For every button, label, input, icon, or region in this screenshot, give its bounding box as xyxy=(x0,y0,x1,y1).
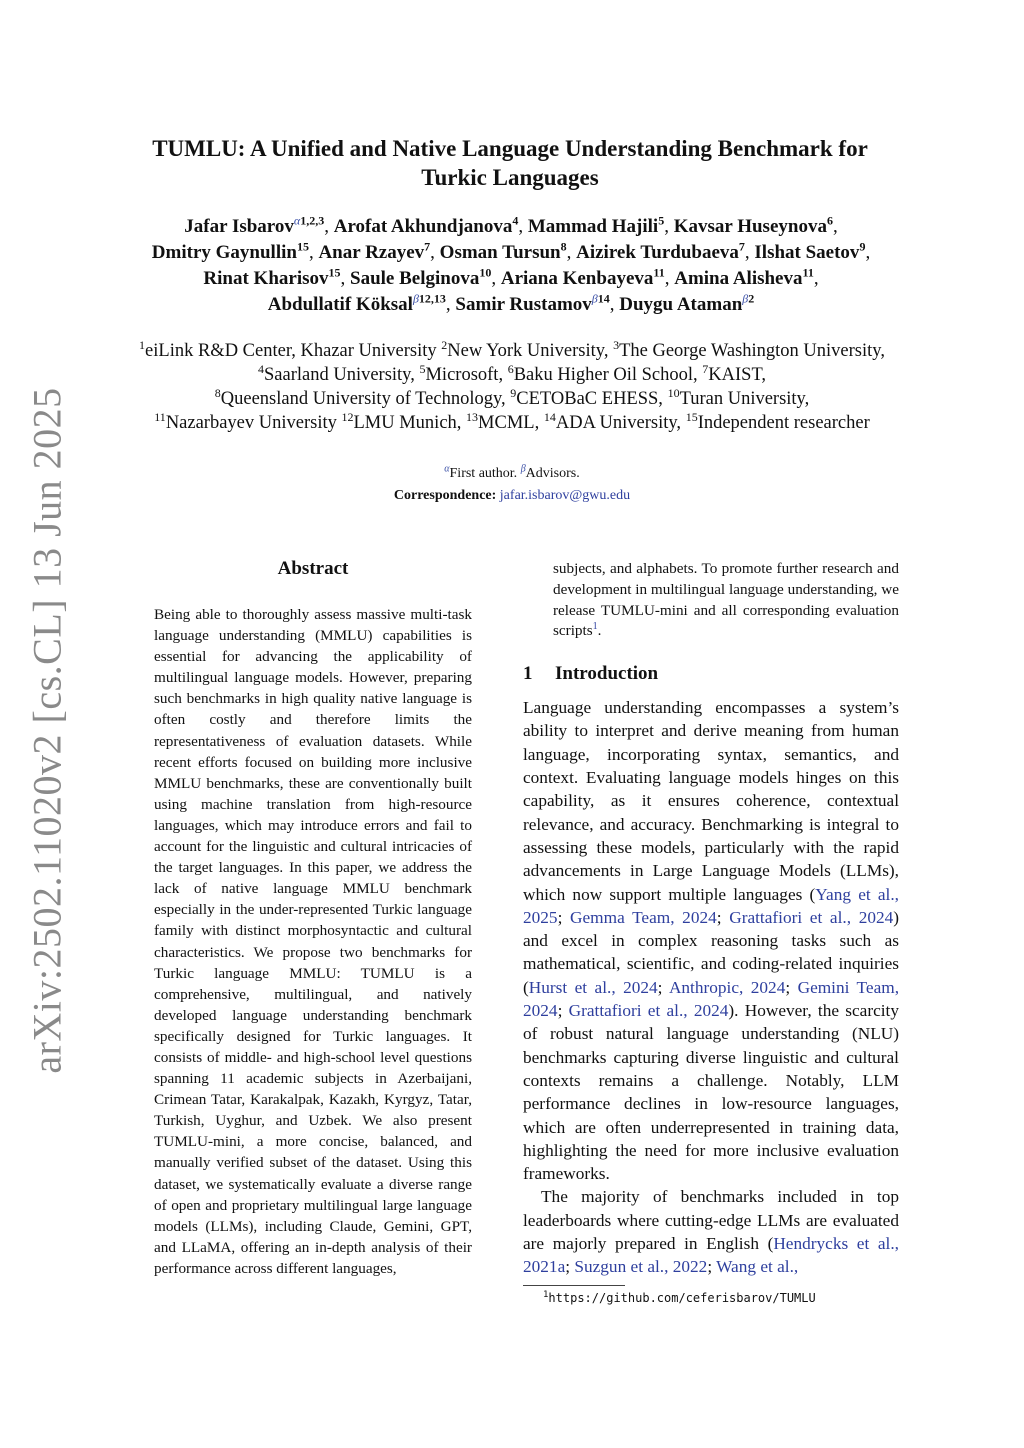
author-name: Amina Alisheva xyxy=(674,268,803,289)
affiliation-number: 10 xyxy=(667,385,680,400)
footnote-ref[interactable]: 1 xyxy=(592,621,598,633)
affiliation-name: Nazarbayev University xyxy=(165,413,337,433)
author-name: Osman Tursun xyxy=(439,242,561,263)
author-affiliation-mark: 11 xyxy=(653,265,665,280)
author-name: Kavsar Huseynova xyxy=(673,216,827,237)
right-column xyxy=(523,559,899,1306)
citation-link[interactable]: Grattafiori et al., 2024 xyxy=(729,907,894,927)
abstract-text: Being able to thoroughly assess massive multi-task language understanding (MMLU) capabilities is essential for advancing the applicability of multilingual language models. However, preparing such benchmarks in high quality native language is often costly and therefore limits the representativeness of evaluation datasets. While recent efforts focused on building more inclusive MMLU benchmarks, these are conventionally built using machine translation from high-resource languages, which may introduce errors and fail to account for the linguistic and cultural intricacies of the target languages. In this paper, we address the lack of native language MMLU benchmark especially in the under-represented Turkic language family with distinct morphosyntactic and cultural characteristics. We propose two benchmarks for Turkic language MMLU: TUMLU is a comprehensive, multilingual, and natively developed language understanding benchmark specifically designed for Turkic languages. It consists of middle- and high-school level questions spanning 11 academic subjects in Azerbaijani, Crimean Tatar, Karakalpak, Kazakh, Kyrgyz, Tatar, Turkish, Uyghur, and Uzbek. We also present TUMLU-mini, a more concise, balanced, and manually verified subset of the dataset. Using this dataset, we systematically evaluate a diverse range of open and proprietary multilingual large language models (LLMs), including Claude, Gemini, GPT, and LLaMA, offering an in-depth analysis of their performance across different languages, xyxy=(154,606,472,1277)
section-number: 1 xyxy=(523,663,533,685)
abstract-continuation-text: subjects, and alphabets. To promote further research and development in multilingual language understanding, we release TUMLU-mini and all corresponding evaluation scripts xyxy=(553,560,899,640)
affiliation-number: 14 xyxy=(543,409,556,424)
author-separator: , xyxy=(491,268,501,289)
author-role-mark: β xyxy=(742,291,749,306)
citation-link[interactable]: Grattafiori et al., 2024 xyxy=(568,1001,729,1021)
author-affiliation-mark: 7 xyxy=(424,239,431,254)
body-text: ; xyxy=(565,1257,575,1277)
affiliation-number: 11 xyxy=(154,409,166,424)
author-name: Mammad Hajili xyxy=(527,216,659,237)
footnote-mark: 1 xyxy=(543,1289,549,1300)
intro-paragraph-1 xyxy=(523,696,899,1185)
footnote xyxy=(523,1290,899,1306)
author-list xyxy=(96,214,926,318)
affiliation-name: Microsoft, xyxy=(425,365,504,385)
affiliation-number: 6 xyxy=(507,361,514,376)
author-separator: , xyxy=(308,242,319,263)
body-text: ) and excel in complex reasoning tasks such as mathematical, scientific, and coding-related inquiries ( xyxy=(523,907,900,997)
section-title: Introduction xyxy=(555,663,659,685)
body-text: ; xyxy=(707,1257,717,1277)
abstract-heading: Abstract xyxy=(277,558,349,579)
author-affiliation-mark: 15 xyxy=(296,239,309,254)
correspondence xyxy=(200,485,824,507)
author-name: Ariana Kenbayeva xyxy=(500,268,654,289)
affiliation-name: KAIST, xyxy=(708,365,767,385)
title-line-2: Turkic Languages xyxy=(421,165,599,190)
affiliation-number: 12 xyxy=(341,409,354,424)
author-separator: , xyxy=(664,216,674,237)
body-text: ; xyxy=(716,907,730,927)
affiliation-name: New York University, xyxy=(447,341,609,361)
body-text: Language understanding encompasses a system’s ability to interpret and derive meaning from human language, incorporating syntax, semantics, and context. Evaluating language models hinges on this capability, as it ensures coherence, contextual relevance, and accuracy. Benchmarking is integral to assessing these models, particularly with the rapid advancements in Large Language Models (LLMs), which now support multiple languages ( xyxy=(523,698,899,904)
author-separator: , xyxy=(445,294,456,315)
author-affiliation-mark: 6 xyxy=(826,213,833,228)
body-text: ; xyxy=(557,1001,569,1021)
citation-link[interactable]: Anthropic, 2024 xyxy=(668,977,786,997)
author-separator: , xyxy=(664,268,675,289)
title-line-1: TUMLU: A Unified and Native Language Understanding Benchmark for xyxy=(152,136,868,161)
affiliation-name: Turan University, xyxy=(679,389,810,409)
author-affiliation-mark: 12,13 xyxy=(418,291,446,306)
intro-paragraph-2 xyxy=(523,1185,899,1278)
affiliation-name: ADA University, xyxy=(555,413,682,433)
author-notes xyxy=(200,463,824,507)
body-text: ). However, the scarcity of robust natural language understanding (NLU) benchmarks capturing diverse linguistic and cultural contexts remains a challenge. Notably, LLM performance declines in low-resource languages, which are often underrepresented in training data, highlighting the need for more inclusive evaluation frameworks. xyxy=(523,1001,899,1184)
footnote-rule xyxy=(523,1285,625,1286)
abstract-end: . xyxy=(597,622,602,640)
citation-link[interactable]: Yang et al., 2025 xyxy=(523,884,899,927)
author-affiliation-mark: 1,2,3 xyxy=(300,213,325,228)
affiliation-number: 3 xyxy=(613,337,620,352)
author-affiliation-mark: 9 xyxy=(859,239,866,254)
affiliation-number: 13 xyxy=(466,409,479,424)
footnote-url[interactable]: https://github.com/ceferisbarov/TUMLU xyxy=(548,1290,816,1305)
citation-link[interactable]: Gemma Team, 2024 xyxy=(570,907,717,927)
body-text: ; xyxy=(557,907,571,927)
author-name: Anar Rzayev xyxy=(318,242,425,263)
affiliation-name: Saarland University, xyxy=(263,365,415,385)
email-link[interactable]: jafar.isbarov@gwu.edu xyxy=(499,488,631,503)
author-affiliation-mark: 11 xyxy=(802,265,814,280)
author-affiliation-mark: 5 xyxy=(658,213,665,228)
author-separator: , xyxy=(518,216,528,237)
author-role-mark: β xyxy=(412,291,419,306)
alpha-symbol: α xyxy=(444,463,450,475)
author-role-mark: α xyxy=(293,213,301,228)
author-separator: , xyxy=(744,242,755,263)
affiliation-number: 1 xyxy=(139,337,146,352)
author-name: Rinat Kharisov xyxy=(203,268,329,289)
author-separator: , xyxy=(832,216,838,237)
author-affiliation-mark: 7 xyxy=(738,239,745,254)
author-affiliation-mark: 8 xyxy=(560,239,567,254)
author-name: Arofat Akhundjanova xyxy=(333,216,513,237)
affiliation-number: 7 xyxy=(702,361,709,376)
author-name: Duygu Ataman xyxy=(619,294,743,315)
citation-link[interactable]: Wang et al., xyxy=(716,1257,799,1277)
role-notes xyxy=(200,463,824,485)
author-name: Ilshat Saetov xyxy=(754,242,860,263)
affiliation-number: 5 xyxy=(419,361,426,376)
author-name: Jafar Isbarov xyxy=(184,216,294,237)
affiliation-number: 9 xyxy=(510,385,517,400)
affiliation-name: Baku Higher Oil School, xyxy=(513,365,698,385)
first-author-note: First author. xyxy=(449,466,518,481)
author-separator: , xyxy=(340,268,351,289)
affiliation-name: MCML, xyxy=(478,413,540,433)
left-column xyxy=(154,556,472,1279)
author-affiliation-mark: 4 xyxy=(512,213,519,228)
body-text: ; xyxy=(657,977,669,997)
body-text: The majority of benchmarks included in top leaderboards where cutting-edge LLMs are evaluated are majorly prepared in English ( xyxy=(523,1187,899,1254)
beta-symbol: β xyxy=(520,463,526,475)
author-separator: , xyxy=(324,216,334,237)
affiliation-name: The George Washington University, xyxy=(619,341,885,361)
affiliation-name: eiLink R&D Center, Khazar University xyxy=(145,341,437,361)
citation-link[interactable]: Hendrycks et al., 2021a xyxy=(523,1234,899,1277)
author-separator: , xyxy=(813,268,819,289)
intro-heading xyxy=(523,662,899,686)
affiliation-name: CETOBaC EHESS, xyxy=(516,389,663,409)
author-separator: , xyxy=(865,242,871,263)
author-name: Abdullatif Köksal xyxy=(267,294,413,315)
affiliation-number: 8 xyxy=(214,385,221,400)
affiliation-number: 4 xyxy=(257,361,264,376)
affiliation-number: 15 xyxy=(685,409,698,424)
author-role-mark: β xyxy=(591,291,598,306)
author-separator: , xyxy=(566,242,577,263)
affiliation-name: Independent researcher xyxy=(697,413,870,433)
citation-link[interactable]: Hurst et al., 2024 xyxy=(528,977,658,997)
body-text: ; xyxy=(785,977,798,997)
abstract-continuation xyxy=(553,559,899,642)
author-affiliation-mark: 10 xyxy=(479,265,492,280)
paper-title xyxy=(100,134,920,192)
advisors-note: Advisors. xyxy=(525,466,580,481)
author-affiliation-mark: 2 xyxy=(748,291,755,306)
author-name: Samir Rustamov xyxy=(455,294,592,315)
affiliation-name: LMU Munich, xyxy=(353,413,462,433)
author-name: Dmitry Gaynullin xyxy=(151,242,297,263)
affiliation-list xyxy=(90,339,934,435)
arxiv-stamp xyxy=(8,386,86,1074)
citation-link[interactable]: Gemini Team, 2024 xyxy=(523,977,900,1021)
citation-link[interactable]: Suzgun et al., 2022 xyxy=(574,1257,708,1277)
correspondence-label: Correspondence: xyxy=(393,488,497,503)
author-separator: , xyxy=(430,242,440,263)
author-name: Aizirek Turdubaeva xyxy=(576,242,739,263)
author-affiliation-mark: 14 xyxy=(597,291,610,306)
author-name: Saule Belginova xyxy=(350,268,480,289)
affiliation-name: Queensland University of Technology, xyxy=(220,389,506,409)
arxiv-stamp-text: arXiv:2502.11020v2 [cs.CL] 13 Jun 2025 xyxy=(24,386,70,1074)
affiliation-number: 2 xyxy=(441,337,448,352)
author-affiliation-mark: 15 xyxy=(328,265,341,280)
author-separator: , xyxy=(609,294,620,315)
